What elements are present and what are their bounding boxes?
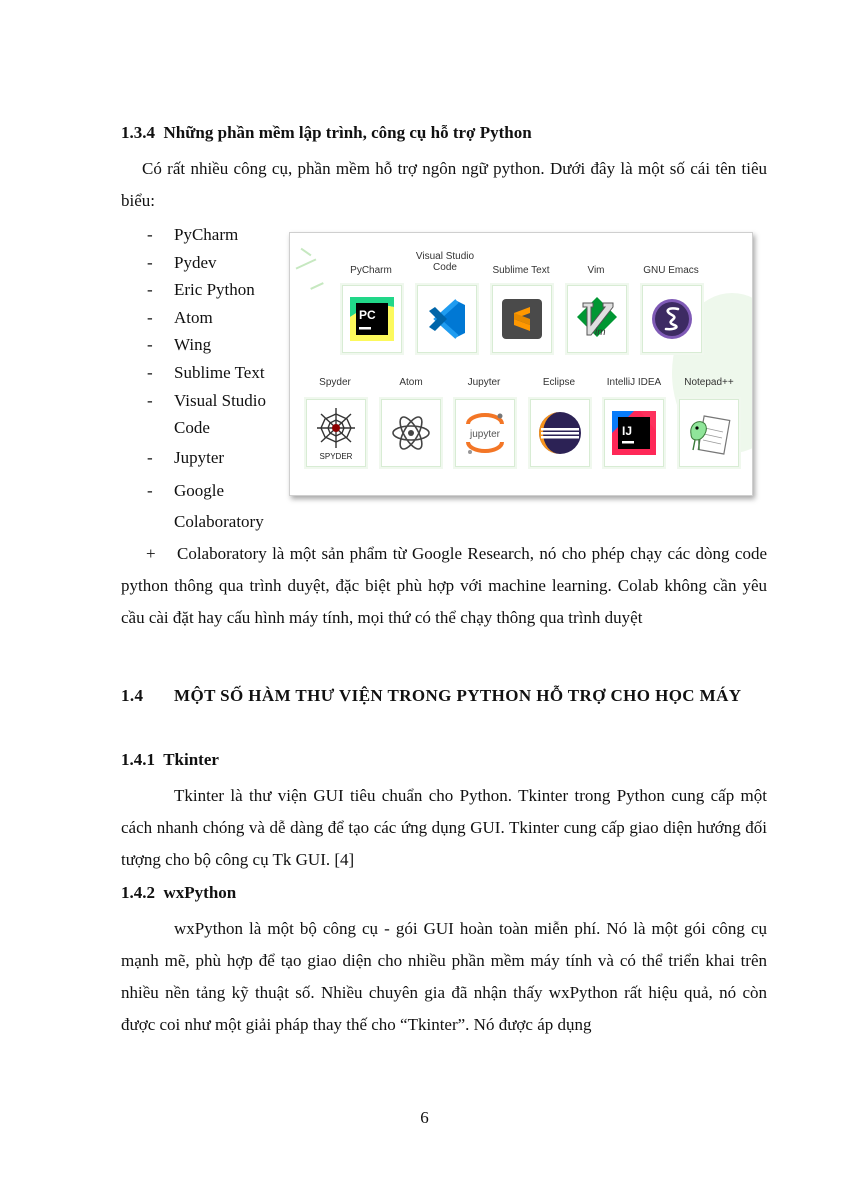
section-1-4-1-heading	[121, 750, 219, 770]
list-item: - Google Colaboratory	[147, 481, 264, 532]
section-1-4-2-heading	[121, 883, 236, 903]
spyder-tile	[306, 399, 366, 467]
svg-text:PC: PC	[359, 308, 376, 322]
python-editors-image	[289, 232, 753, 496]
editor-label: Vim	[587, 265, 605, 276]
pycharm-tile	[342, 285, 402, 353]
spyder-icon	[311, 404, 361, 462]
eclipse-icon	[537, 410, 583, 456]
section-title: Những phần mềm lập trình, công cụ hỗ trợ Python	[163, 123, 532, 142]
editor-list	[147, 221, 282, 537]
sublime-icon	[500, 297, 544, 341]
spyder-logo-text: SPYDER	[319, 452, 353, 461]
vim-icon	[575, 295, 619, 343]
vscode-icon	[425, 297, 469, 341]
list-item: - Pydev	[147, 252, 217, 272]
editor-label: Sublime Text	[492, 265, 550, 276]
colab-paragraph: + Colaboratory là một sản phẩm từ Google Research, nó cho phép chạy các dòng code python thông qua trình duyệt, đặc biệt phù hợp với machine learning. Colab không cần yêu cầu cài đặt hay cấu hình máy tính, mọi thứ có thể chạy thông qua trình duyệt	[121, 544, 767, 627]
eclipse-tile	[530, 399, 590, 467]
editor-label: GNU Emacs	[643, 265, 699, 276]
section-title: wxPython	[163, 883, 237, 902]
editor-label: Atom	[399, 377, 423, 388]
emacs-tile	[642, 285, 702, 353]
intellij-tile	[604, 399, 664, 467]
editor-label: Notepad++	[684, 377, 734, 388]
editor-label: IntelliJ IDEA	[606, 377, 662, 388]
jupyter-icon	[460, 408, 510, 458]
section-title: Tkinter	[163, 750, 219, 769]
list-item: - PyCharm	[147, 225, 239, 244]
wxpython-paragraph: wxPython là một bộ công cụ - gói GUI hoàn toàn miễn phí. Nó là một gói công cụ mạnh mẽ, phù hợp để tạo giao diện cho nhiều phần mềm máy tính và có thể triển khai trên nhiều nền tảng kỹ thuật số. Nhiều chuyên gia đã nhận thấy wxPython rất hiệu quả, nó còn được coi như một giải pháp thay thế cho “Tkinter”. Nó được áp dụng	[121, 919, 767, 1034]
list-item: - Atom	[147, 307, 213, 327]
list-item: - Eric Python	[147, 280, 255, 300]
section-1-3-4-heading	[121, 123, 532, 143]
vscode-tile	[417, 285, 477, 353]
jupyter-logo-text: jupyter	[469, 429, 501, 440]
editor-label: Visual Studio Code	[415, 251, 475, 273]
section-number: 1.4	[121, 686, 144, 705]
editor-label: Spyder	[319, 377, 351, 388]
svg-text:IJ: IJ	[622, 424, 633, 438]
svg-text:im: im	[595, 327, 606, 338]
jupyter-tile	[455, 399, 515, 467]
atom-tile	[381, 399, 441, 467]
page-number: 6	[420, 1108, 429, 1127]
list-item: - Visual Studio Code	[147, 390, 267, 438]
section-title: MỘT SỐ HÀM THƯ VIỆN TRONG PYTHON HỖ TRỢ CHO HỌC MÁY	[174, 686, 742, 705]
section-number: 1.4.2	[121, 883, 155, 902]
pycharm-icon	[350, 297, 394, 341]
section-number: 1.3.4	[121, 123, 155, 142]
section-number: 1.4.1	[121, 750, 155, 769]
notepadpp-tile	[679, 399, 739, 467]
intellij-icon	[612, 411, 656, 455]
emacs-icon	[650, 297, 694, 341]
list-item: - Sublime Text	[147, 362, 265, 382]
tkinter-paragraph: Tkinter là thư viện GUI tiêu chuẩn cho Python. Tkinter trong Python cung cấp một cách nhanh chóng và dễ dàng để tạo các ứng dụng GUI. Tkinter cung cấp giao diện hướng đối tượng cho bộ công cụ Tk GUI. [4]	[121, 786, 767, 869]
intro-paragraph: Có rất nhiều công cụ, phần mềm hỗ trợ ngôn ngữ python. Dưới đây là một số cái tên tiêu biểu:	[121, 159, 767, 210]
sublime-tile	[492, 285, 552, 353]
notepadpp-icon	[685, 408, 733, 458]
editor-label: Eclipse	[542, 377, 576, 388]
list-item: - Jupyter	[147, 447, 225, 467]
editor-label: Jupyter	[467, 377, 501, 388]
vim-tile	[567, 285, 627, 353]
editor-label: PyCharm	[350, 265, 392, 276]
list-item: - Wing	[147, 335, 212, 355]
section-1-4-heading	[121, 681, 767, 710]
atom-icon	[389, 411, 433, 455]
